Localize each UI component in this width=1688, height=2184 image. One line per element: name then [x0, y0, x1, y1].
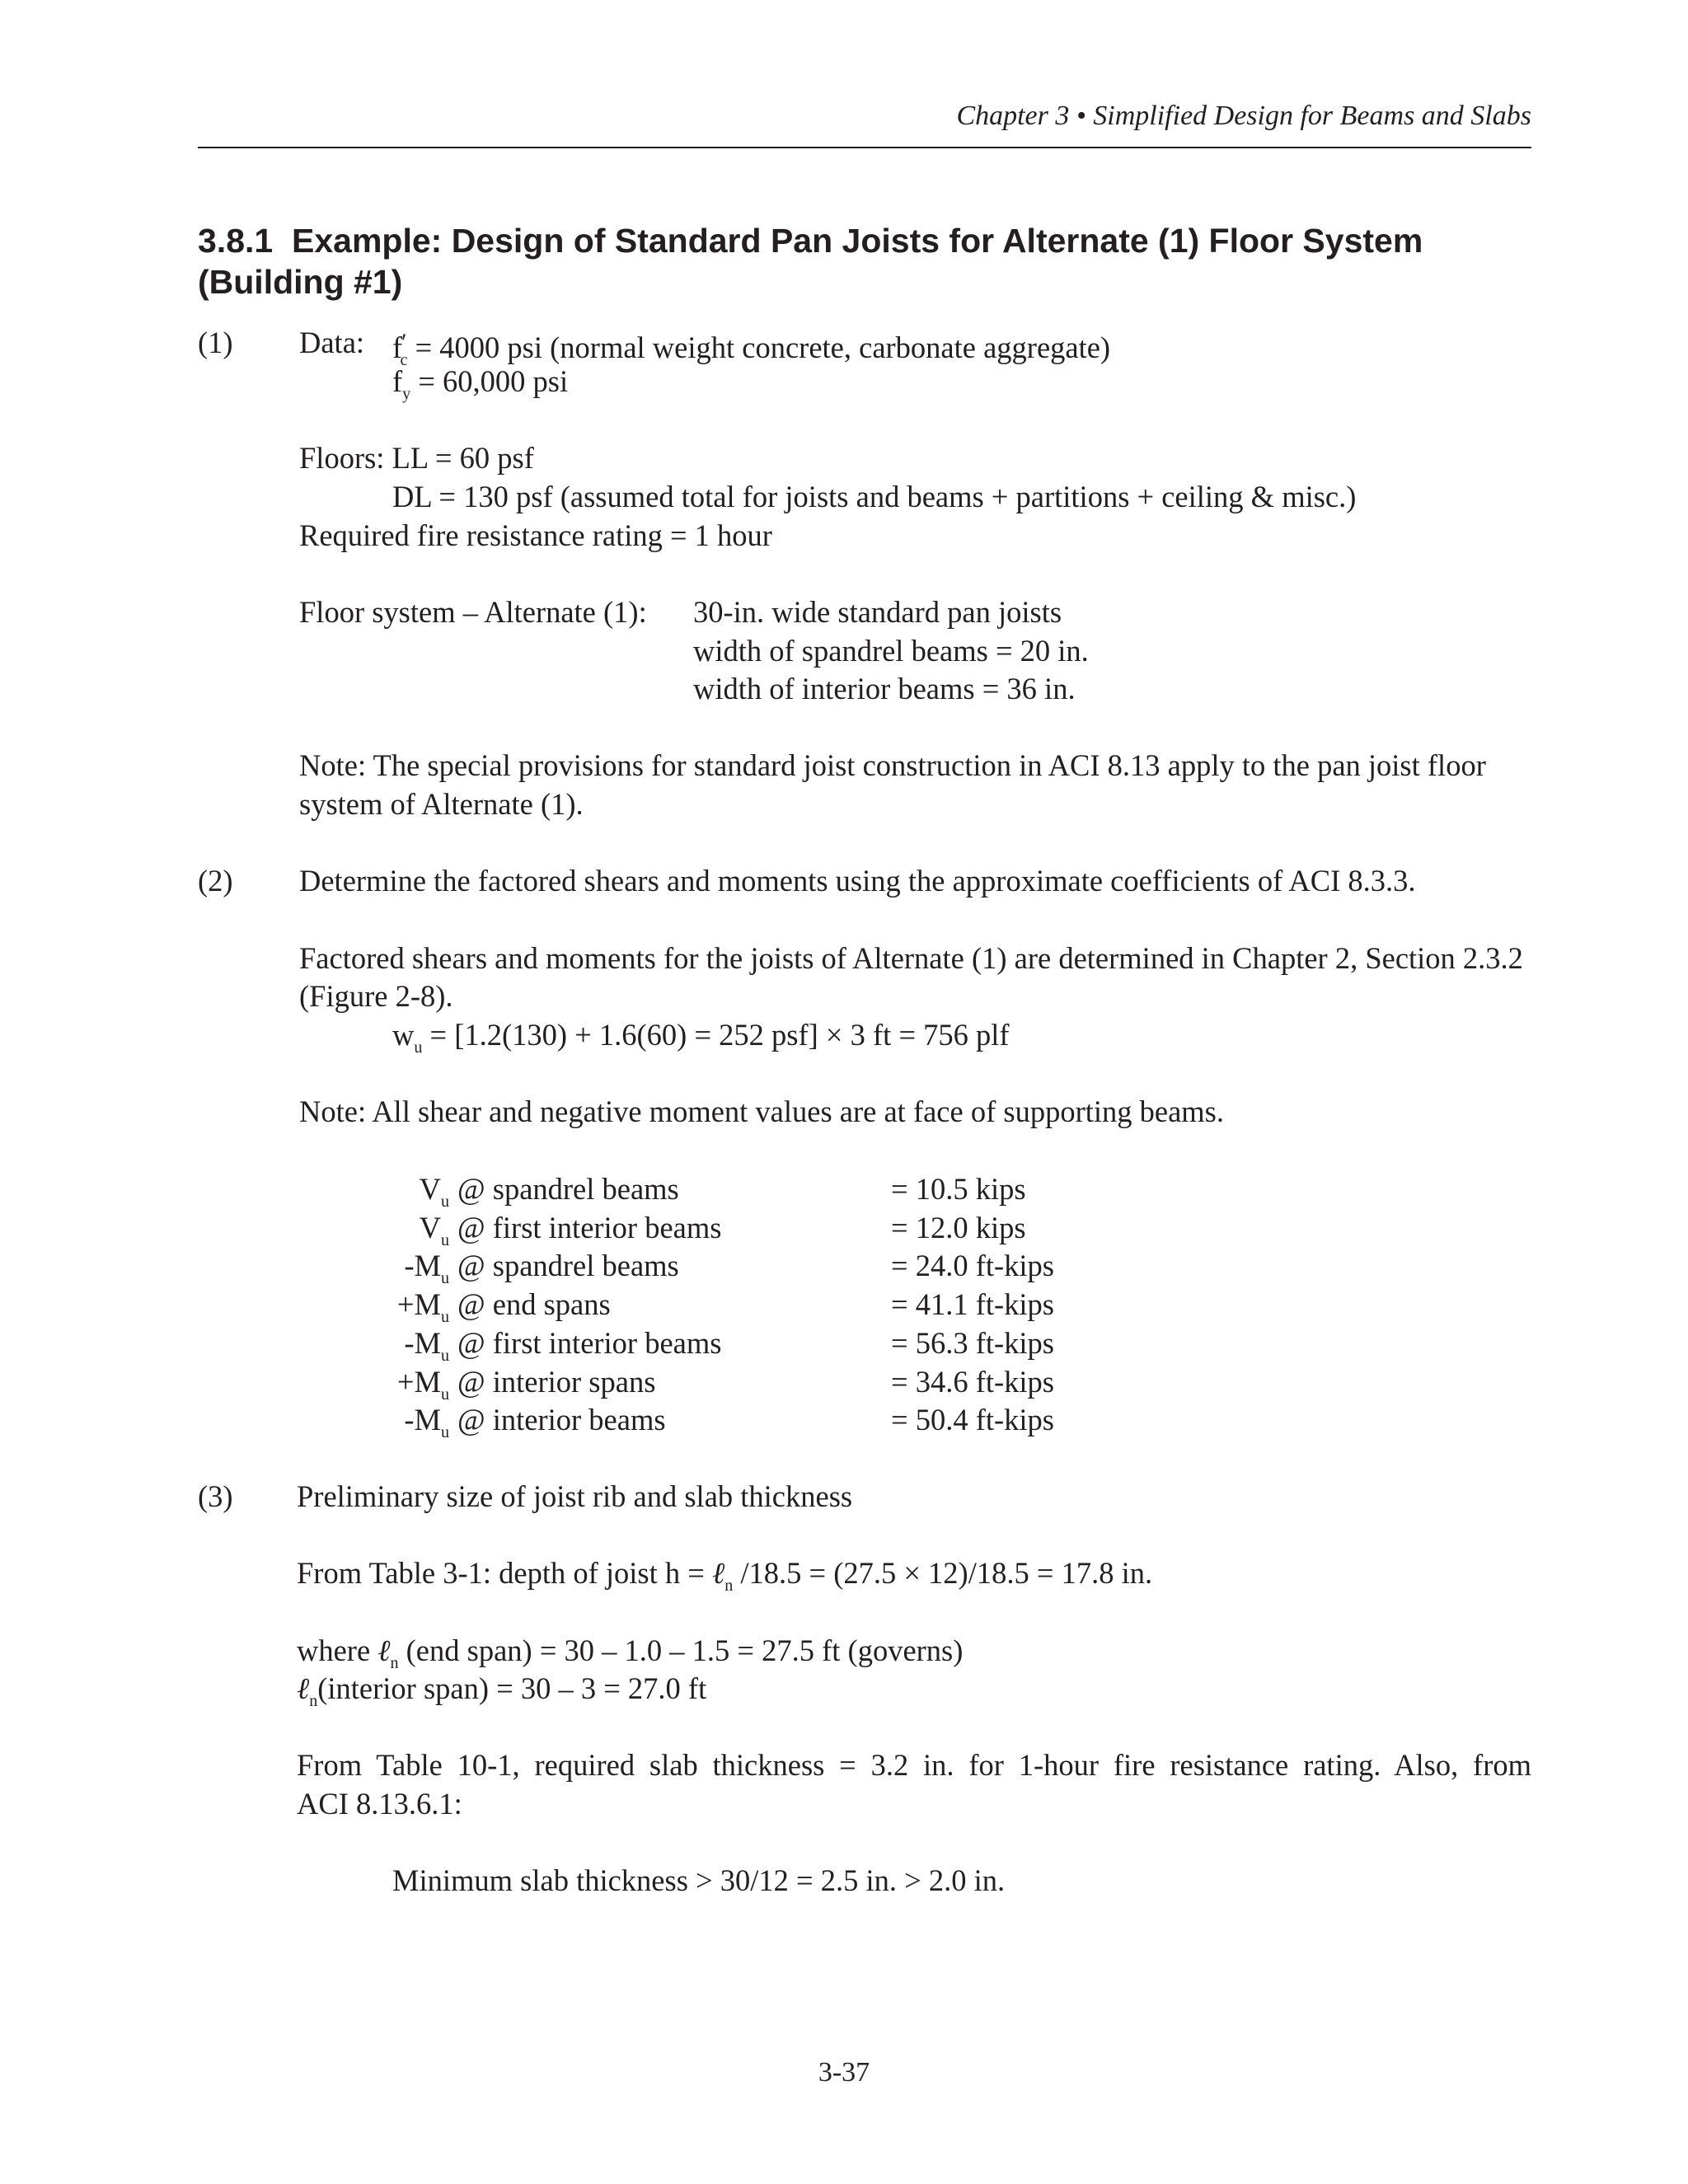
floor-system-label: Floor system – Alternate (1): — [299, 595, 647, 629]
table-row-location: @ end spans — [457, 1287, 611, 1321]
factored-para-line2: (Figure 2-8). — [299, 979, 453, 1013]
fire-rating: Required fire resistance rating = 1 hour — [299, 518, 772, 552]
fc-line: $f'_c = 4000$ psi (normal weight concrete, carbonate aggregate) — [392, 330, 1111, 369]
table-row-location: @ spandrel beams — [457, 1249, 679, 1282]
floor-system-line1: 30-in. wide standard pan joists — [693, 595, 1062, 629]
step-1-number: (1) — [198, 326, 233, 359]
factored-para-line1: Factored shears and moments for the joists of Alternate (1) are determined in Chapter 2, Section 2.3.2 — [299, 941, 1523, 975]
shear-note: Note: All shear and negative moment values are at face of supporting beams. — [299, 1094, 1225, 1128]
table-row-location: @ first interior beams — [457, 1326, 722, 1360]
table-row-value: = 12.0 kips — [891, 1211, 1026, 1244]
table-row-symbol: $V_u$ — [419, 1172, 449, 1212]
page-number: 3-37 — [818, 2057, 870, 2088]
table-row-symbol: $-M_u$ — [404, 1249, 449, 1288]
floor-system-line2: width of spandrel beams = 20 in. — [693, 634, 1089, 668]
table-10-1-line2: ACI 8.13.6.1: — [297, 1787, 462, 1821]
step-3-number: (3) — [198, 1479, 233, 1513]
table-row-symbol: $-M_u$ — [404, 1326, 449, 1366]
data-label: Data: — [299, 326, 365, 359]
running-header: Chapter 3 • Simplified Design for Beams and Slabs — [956, 101, 1531, 131]
table-row-symbol: $+M_u$ — [396, 1365, 449, 1404]
floors-dl: DL = 130 psf (assumed total for joists and beams + partitions + ceiling & misc.) — [392, 480, 1357, 513]
table-row-symbol: $+M_u$ — [396, 1287, 449, 1327]
wu-equation: $w_u = [1.2(130) + 1.6(60) = 252$ psf] × 3 ft = 756 plf — [392, 1018, 1010, 1057]
note-line2: system of Alternate (1). — [299, 787, 584, 821]
min-slab-thickness: Minimum slab thickness > 30/12 = 2.5 in. > 2.0 in. — [392, 1863, 1006, 1897]
step-3-intro: Preliminary size of joist rib and slab thickness — [297, 1479, 853, 1513]
floor-system-line3: width of interior beams = 36 in. — [693, 672, 1076, 705]
table-row-value: = 34.6 ft-kips — [891, 1365, 1055, 1399]
table-row-value: = 41.1 ft-kips — [891, 1287, 1055, 1321]
section-heading-line2: (Building #1) — [198, 263, 403, 301]
table-row-location: @ interior spans — [457, 1365, 656, 1399]
table-row-location: @ first interior beams — [457, 1211, 722, 1244]
section-heading-line1 — [198, 221, 1423, 260]
interior-span-equation: ℓ$_n$(interior span) = 30 – 3 = 27.0 ft — [297, 1671, 707, 1711]
table-row-symbol: $-M_u$ — [404, 1403, 449, 1442]
table-3-1-equation: From Table 3-1: depth of joist h = ℓ$_n$ /18.5 = (27.5 × 12)/18.5 = 17.8 in. — [297, 1556, 1153, 1596]
end-span-equation: where ℓ$_n$ (end span) = 30 – 1.0 – 1.5 = 27.5 ft (governs) — [297, 1633, 964, 1673]
step-2-intro: Determine the factored shears and moments using the approximate coefficients of ACI 8.3.3. — [299, 864, 1416, 898]
table-row-value: = 56.3 ft-kips — [891, 1326, 1055, 1360]
floors-ll: Floors: LL = 60 psf — [299, 441, 534, 475]
table-row-location: @ interior beams — [457, 1403, 666, 1436]
step-2-number: (2) — [198, 864, 233, 898]
note-line1: Note: The special provisions for standard joist construction in ACI 8.13 apply to the pan joist floor — [299, 748, 1486, 782]
section-number: 3.8.1 — [198, 222, 274, 260]
section-title: Example: Design of Standard Pan Joists for Alternate (1) Floor System — [292, 222, 1423, 260]
header-rule — [198, 147, 1531, 148]
fy-line: $f_y = 60,000$ psi — [392, 364, 569, 404]
table-row-value: = 10.5 kips — [891, 1172, 1026, 1206]
table-row-symbol: $V_u$ — [419, 1211, 449, 1250]
table-row-location: @ spandrel beams — [457, 1172, 679, 1206]
table-row-value: = 50.4 ft-kips — [891, 1403, 1055, 1436]
table-row-value: = 24.0 ft-kips — [891, 1249, 1055, 1282]
table-10-1-line1: From Table 10-1, required slab thickness = 3.2 in. for 1-hour fire resistance rating. Also, from — [297, 1748, 1531, 1782]
